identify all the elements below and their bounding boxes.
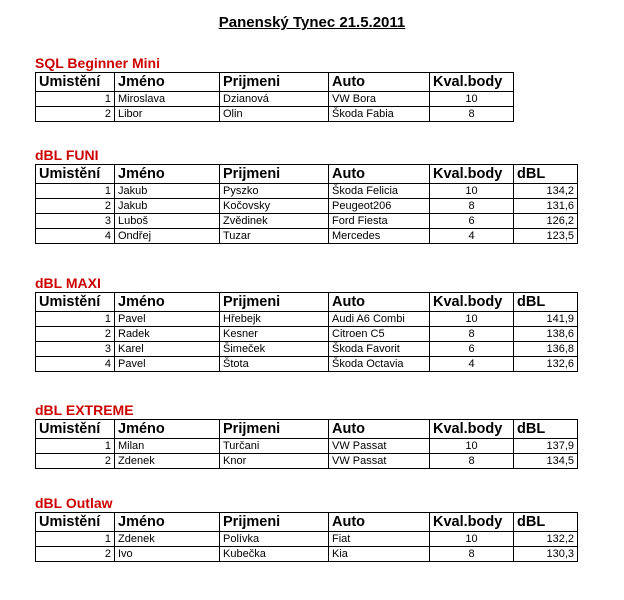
cell-pos: 1: [36, 312, 115, 327]
cell-prijmeni: Štota: [220, 357, 329, 372]
header-prijmeni: Prijmeni: [220, 165, 329, 184]
cell-jmeno: Zdenek: [115, 532, 220, 547]
header-dbl: dBL: [514, 293, 578, 312]
section-dbl-outlaw: [35, 494, 578, 562]
results-table: [35, 292, 578, 372]
cell-kval: 10: [430, 312, 514, 327]
header-prijmeni: Prijmeni: [220, 293, 329, 312]
table-row: [36, 547, 578, 562]
cell-dbl: 132,6: [514, 357, 578, 372]
cell-auto: Mercedes: [329, 229, 430, 244]
cell-jmeno: Jakub: [115, 199, 220, 214]
header-umisteni: Umistění: [36, 73, 115, 92]
cell-dbl: 136,8: [514, 342, 578, 357]
cell-prijmeni: Turčani: [220, 439, 329, 454]
cell-auto: Škoda Fabia: [329, 107, 430, 122]
cell-prijmeni: Tuzar: [220, 229, 329, 244]
table-row: [36, 312, 578, 327]
table-row: [36, 327, 578, 342]
table-row: [36, 357, 578, 372]
cell-auto: Fiat: [329, 532, 430, 547]
cell-dbl: 134,5: [514, 454, 578, 469]
cell-kval: 10: [430, 532, 514, 547]
cell-dbl: 137,9: [514, 439, 578, 454]
cell-kval: 8: [430, 327, 514, 342]
cell-pos: 2: [36, 199, 115, 214]
cell-pos: 2: [36, 327, 115, 342]
section-title: dBL EXTREME: [35, 402, 134, 418]
cell-pos: 1: [36, 532, 115, 547]
section-sql-beginner-mini: [35, 54, 514, 122]
cell-jmeno: Milan: [115, 439, 220, 454]
section-dbl-extreme: [35, 401, 578, 469]
cell-jmeno: Jakub: [115, 184, 220, 199]
cell-jmeno: Ondřej: [115, 229, 220, 244]
header-umisteni: Umistění: [36, 165, 115, 184]
section-title: dBL MAXI: [35, 275, 101, 291]
header-jmeno: Jméno: [115, 420, 220, 439]
table-row: [36, 184, 578, 199]
header-auto: Auto: [329, 420, 430, 439]
cell-dbl: 131,6: [514, 199, 578, 214]
section-dbl-funi: [35, 146, 578, 244]
header-auto: Auto: [329, 165, 430, 184]
cell-prijmeni: Pyszko: [220, 184, 329, 199]
cell-kval: 6: [430, 342, 514, 357]
cell-kval: 10: [430, 439, 514, 454]
cell-prijmeni: Knor: [220, 454, 329, 469]
header-row: [36, 420, 578, 439]
cell-prijmeni: Šimeček: [220, 342, 329, 357]
cell-kval: 10: [430, 184, 514, 199]
results-table: [35, 72, 514, 122]
cell-jmeno: Ivo: [115, 547, 220, 562]
cell-jmeno: Radek: [115, 327, 220, 342]
header-row: [36, 293, 578, 312]
header-kval: Kval.body: [430, 420, 514, 439]
header-prijmeni: Prijmeni: [220, 513, 329, 532]
cell-pos: 3: [36, 342, 115, 357]
cell-jmeno: Miroslava: [115, 92, 220, 107]
header-umisteni: Umistění: [36, 420, 115, 439]
cell-jmeno: Karel: [115, 342, 220, 357]
section-title: dBL FUNI: [35, 147, 99, 163]
section-title: SQL Beginner Mini: [35, 55, 160, 71]
header-kval: Kval.body: [430, 73, 514, 92]
cell-kval: 4: [430, 357, 514, 372]
section-dbl-maxi: [35, 274, 578, 372]
header-auto: Auto: [329, 513, 430, 532]
table-row: [36, 92, 514, 107]
cell-prijmeni: Dzianová: [220, 92, 329, 107]
header-kval: Kval.body: [430, 165, 514, 184]
cell-prijmeni: Olin: [220, 107, 329, 122]
header-row: [36, 165, 578, 184]
cell-pos: 1: [36, 439, 115, 454]
cell-jmeno: Zdenek: [115, 454, 220, 469]
cell-dbl: 123,5: [514, 229, 578, 244]
cell-prijmeni: Zvědinek: [220, 214, 329, 229]
cell-prijmeni: Polívka: [220, 532, 329, 547]
header-row: [36, 513, 578, 532]
cell-pos: 4: [36, 229, 115, 244]
header-auto: Auto: [329, 73, 430, 92]
header-dbl: dBL: [514, 513, 578, 532]
cell-prijmeni: Kesner: [220, 327, 329, 342]
table-row: [36, 454, 578, 469]
cell-pos: 1: [36, 92, 115, 107]
header-umisteni: Umistění: [36, 293, 115, 312]
table-row: [36, 199, 578, 214]
cell-kval: 8: [430, 199, 514, 214]
cell-auto: Citroen C5: [329, 327, 430, 342]
table-row: [36, 107, 514, 122]
header-jmeno: Jméno: [115, 73, 220, 92]
cell-kval: 10: [430, 92, 514, 107]
page-title: Panenský Tynec 21.5.2011: [218, 14, 406, 31]
cell-pos: 2: [36, 107, 115, 122]
cell-dbl: 134,2: [514, 184, 578, 199]
cell-pos: 4: [36, 357, 115, 372]
table-row: [36, 532, 578, 547]
cell-prijmeni: Hřebejk: [220, 312, 329, 327]
cell-dbl: 126,2: [514, 214, 578, 229]
results-table: [35, 512, 578, 562]
cell-kval: 8: [430, 454, 514, 469]
cell-auto: VW Passat: [329, 454, 430, 469]
header-auto: Auto: [329, 293, 430, 312]
cell-auto: Škoda Felicia: [329, 184, 430, 199]
header-umisteni: Umistění: [36, 513, 115, 532]
cell-auto: Peugeot206: [329, 199, 430, 214]
table-row: [36, 439, 578, 454]
cell-jmeno: Libor: [115, 107, 220, 122]
results-table: [35, 164, 578, 244]
cell-jmeno: Pavel: [115, 312, 220, 327]
table-row: [36, 229, 578, 244]
cell-pos: 1: [36, 184, 115, 199]
header-jmeno: Jméno: [115, 513, 220, 532]
cell-prijmeni: Kubečka: [220, 547, 329, 562]
cell-auto: VW Bora: [329, 92, 430, 107]
cell-kval: 8: [430, 107, 514, 122]
header-jmeno: Jméno: [115, 165, 220, 184]
cell-pos: 2: [36, 547, 115, 562]
header-prijmeni: Prijmeni: [220, 73, 329, 92]
cell-dbl: 141,9: [514, 312, 578, 327]
header-row: [36, 73, 514, 92]
cell-kval: 6: [430, 214, 514, 229]
cell-auto: VW Passat: [329, 439, 430, 454]
cell-jmeno: Pavel: [115, 357, 220, 372]
cell-kval: 4: [430, 229, 514, 244]
cell-kval: 8: [430, 547, 514, 562]
header-kval: Kval.body: [430, 513, 514, 532]
header-jmeno: Jméno: [115, 293, 220, 312]
cell-auto: Ford Fiesta: [329, 214, 430, 229]
cell-dbl: 130,3: [514, 547, 578, 562]
cell-dbl: 138,6: [514, 327, 578, 342]
header-dbl: dBL: [514, 165, 578, 184]
cell-auto: Kia: [329, 547, 430, 562]
cell-auto: Škoda Octavia: [329, 357, 430, 372]
cell-pos: 2: [36, 454, 115, 469]
section-title: dBL Outlaw: [35, 495, 113, 511]
header-prijmeni: Prijmeni: [220, 420, 329, 439]
header-dbl: dBL: [514, 420, 578, 439]
header-kval: Kval.body: [430, 293, 514, 312]
results-table: [35, 419, 578, 469]
cell-dbl: 132,2: [514, 532, 578, 547]
cell-jmeno: Luboš: [115, 214, 220, 229]
cell-prijmeni: Kočovsky: [220, 199, 329, 214]
table-row: [36, 214, 578, 229]
cell-auto: Audi A6 Combi: [329, 312, 430, 327]
table-row: [36, 342, 578, 357]
cell-auto: Škoda Favorit: [329, 342, 430, 357]
cell-pos: 3: [36, 214, 115, 229]
